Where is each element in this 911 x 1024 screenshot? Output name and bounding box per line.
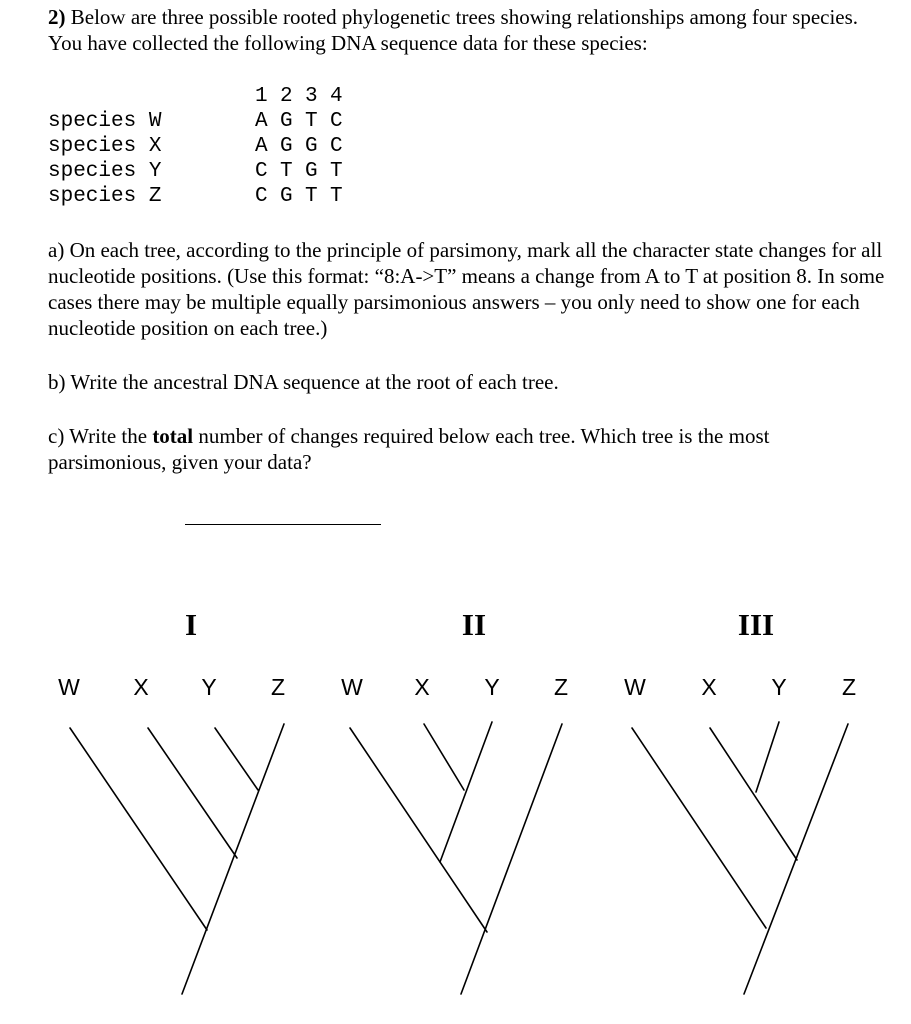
- base-cell: T: [330, 160, 343, 183]
- tree-1-branch-w: [70, 728, 207, 930]
- tree-1-numeral: I: [184, 607, 198, 642]
- tree-3-branches: [632, 722, 848, 994]
- part-b-instructions: b) Write the ancestral DNA sequence at the root of each tree.: [48, 370, 559, 394]
- question-intro: Below are three possible rooted phylogenetic trees showing relationships among four species. You have collected the following DNA sequence data for these species:: [48, 5, 859, 55]
- tree-1-leaf-label: Y: [201, 674, 217, 700]
- position-label: 1: [255, 85, 268, 108]
- tree-1-leaf-label: Z: [270, 674, 286, 700]
- base-cell: C: [255, 160, 268, 183]
- tree-2-leaf-label: X: [414, 674, 430, 700]
- base-cell: G: [280, 110, 293, 133]
- base-cell: G: [280, 135, 293, 158]
- position-label: 3: [305, 85, 318, 108]
- tree-1-branch-x: [148, 728, 237, 858]
- tree-3-leaf-label: W: [624, 674, 646, 700]
- tree-1-branches: [70, 724, 284, 994]
- tree-1-leaf-label: X: [133, 674, 149, 700]
- base-cell: C: [330, 135, 343, 158]
- base-cell: T: [330, 185, 343, 208]
- part-a-instructions: a) On each tree, according to the principle of parsimony, mark all the character state changes for all nucleotide positions. (Use this format: “8:A->T” means a change from A to T at position 8. In some cases there may be multiple equally parsimonious answers – you only need to show one for each nucleotide position on each tree.): [48, 238, 885, 340]
- tree-1-leaf-label: W: [58, 674, 80, 700]
- tree-3-branch-y: [756, 722, 779, 792]
- tree-1-trunk: [182, 724, 284, 994]
- base-cell: G: [280, 185, 293, 208]
- species-name: species Y: [48, 160, 162, 183]
- tree-2-branch-x: [424, 724, 464, 790]
- base-cell: G: [305, 160, 318, 183]
- base-cell: T: [305, 110, 318, 133]
- base-cell: C: [330, 110, 343, 133]
- tree-3-branch-x: [710, 728, 797, 860]
- position-label: 4: [330, 85, 343, 108]
- base-cell: G: [305, 135, 318, 158]
- position-label: 2: [280, 85, 293, 108]
- tree-2-leaf-label: Z: [553, 674, 569, 700]
- base-cell: A: [255, 110, 268, 133]
- species-name: species X: [48, 135, 162, 158]
- species-name: species W: [48, 110, 162, 133]
- tree-1-branch-y: [215, 728, 258, 790]
- species-name: species Z: [48, 185, 162, 208]
- part-c-emphasis: total: [152, 424, 194, 448]
- tree-2-branch-w: [350, 728, 487, 932]
- base-cell: T: [305, 185, 318, 208]
- tree-2-leaf-label: W: [341, 674, 363, 700]
- tree-3-numeral: III: [737, 607, 775, 642]
- question-number: 2): [48, 5, 66, 29]
- tree-3-leaf-label: Y: [771, 674, 787, 700]
- tree-3-leaf-label: X: [701, 674, 717, 700]
- tree-2-branches: [350, 722, 562, 994]
- base-cell: C: [255, 185, 268, 208]
- tree-3-trunk: [744, 724, 848, 994]
- tree-3-leaf-label: Z: [841, 674, 857, 700]
- tree-2-leaf-label: Y: [484, 674, 500, 700]
- base-cell: A: [255, 135, 268, 158]
- tree-3-branch-w: [632, 728, 766, 928]
- part-c-prefix: c) Write the: [48, 424, 153, 448]
- base-cell: T: [280, 160, 293, 183]
- part-c-suffix: number of changes required below each tree. Which tree is the most parsimonious, given your data?: [48, 424, 770, 474]
- tree-2-branch-y-inner: [440, 722, 492, 862]
- tree-2-numeral: II: [461, 607, 487, 642]
